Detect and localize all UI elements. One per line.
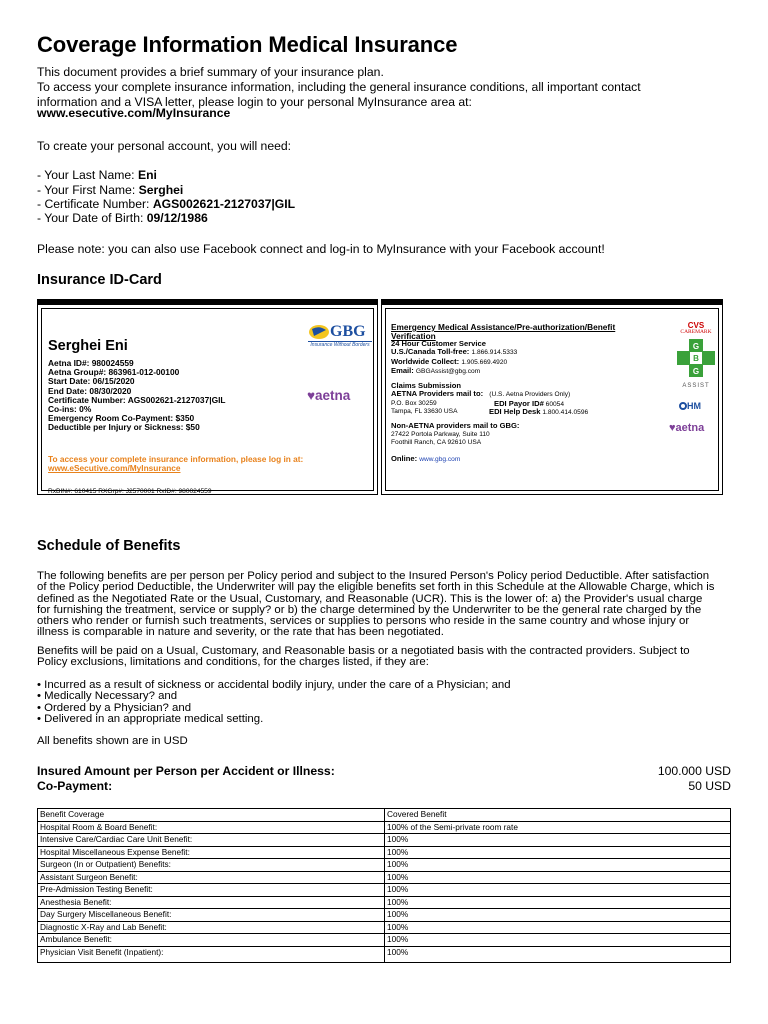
facebook-note: Please note: you can also use Facebook connect and log-in to MyInsurance with your Facebook account! — [37, 242, 605, 256]
table-row: Surgeon (In or Outpatient) Benefits: 100% — [38, 859, 731, 872]
gbg-assist-logo: G B G ASSIST — [676, 339, 716, 384]
card-line: Aetna ID#: 980024559 — [48, 358, 134, 368]
cvs-caremark-logo: CVS CAREMARK — [680, 321, 712, 335]
globe-icon — [308, 323, 330, 341]
medical-cross-icon — [676, 339, 716, 377]
gbg-logo: GBG Insurance Without Borders — [308, 323, 372, 349]
intro-line-2: To access your complete insurance information, including the general insurance conditions, all important contact — [37, 80, 641, 94]
currency-note: All benefits shown are in USD — [37, 735, 188, 747]
card-line: Emergency Room Co-Payment: $350 — [48, 413, 195, 424]
list-item: • Incurred as a result of sickness or accidental bodily injury, under the care of a Physician; and — [37, 679, 511, 691]
table-header: Covered Benefit — [385, 809, 731, 822]
insured-amount-label: Insured Amount per Person per Accident or Illness: — [37, 764, 335, 778]
schedule-heading: Schedule of Benefits — [37, 538, 181, 554]
card-line: Start Date: 06/15/2020 — [48, 376, 135, 387]
account-item-dob: - Your Date of Birth: 09/12/1986 — [37, 211, 208, 225]
card-holder-name: Serghei Eni — [48, 338, 128, 354]
table-row: Pre-Admission Testing Benefit: 100% — [38, 884, 731, 897]
aetna-logo: ♥aetna — [307, 388, 351, 403]
table-row: Ambulance Benefit: 100% — [38, 934, 731, 947]
list-item: • Medically Necessary? and — [37, 690, 178, 703]
copay-value: 50 USD — [688, 779, 731, 793]
benefits-table — [37, 808, 731, 963]
account-item-first-name: - Your First Name: Serghei — [37, 183, 184, 197]
list-item: • Delivered in an appropriate medical setting. — [37, 712, 264, 725]
table-row: Physician Visit Benefit (Inpatient): 100% — [38, 946, 731, 962]
schedule-paragraph-1: The following benefits are per person per Policy period and subject to the Insured Person's Policy period Deductible. After satisfaction of the Policy period Deductible, the Underwriter will pay the eligible benefits set forth in this Schedule at the Allowable Charge, which is defined as the Negotiated Rate or the Usual, Customary, and Reasonable (UCR). This is the lower of: a) the Provider's usual charge for furnishing the treatment, service or supply? or b) the charge determined by the Underwriter to be the general rate charged by the others who render or furnish such treatments, services or supplies to persons who reside in the same country and whose injury or illness is comparable in nature and severity, or the rate that has been negotiated. — [37, 570, 715, 639]
contact-block: 24 Hour Customer Service U.S./Canada Toll-free: 1.866.914.5333 Worldwide Collect: 1.905.669.4920 Email: GBGAssist@gbg.com Claims Submission AETNA Providers mail to: (U.S. Aetna Providers Only) P.O. Box 30259 EDI Payor ID# 60054 Tampa, FL 33630 USA EDI Help Desk 1.800.414.0596 Non-AETNA providers mail to GBG: 27422 Portola Parkway, Suite 110 Foothill Ranch, CA 92610 USA Online: www.gbg.com — [391, 339, 589, 464]
card-line: Co-ins: 0% — [48, 404, 92, 415]
schedule-bullets — [37, 680, 511, 725]
id-card-heading: Insurance ID-Card — [37, 272, 162, 288]
card-details — [48, 359, 226, 433]
account-lead: To create your personal account, you will need: — [37, 139, 292, 153]
svg-text:G: G — [692, 367, 700, 376]
table-row: Assistant Surgeon Benefit: 100% — [38, 871, 731, 884]
rx-info: RxBIN#: 610415 RXGrp#: J2570001 RxID#: 980024559 — [48, 488, 212, 495]
card-line: Deductible per Injury or Sickness: $50 — [48, 422, 200, 433]
svg-text:G: G — [692, 342, 700, 351]
table-row: Hospital Room & Board Benefit: 100% of the Semi-private room rate — [38, 821, 731, 834]
schedule-paragraph-2: Benefits will be paid on a Usual, Customary, and Reasonable basis or a negotiated basis with the contracted providers. Subject to Policy exclusions, limitations and conditions, for the charges listed, if they are: — [37, 645, 690, 669]
card-line: End Date: 08/30/2020 — [48, 385, 132, 396]
table-header-row — [38, 809, 731, 822]
table-row: Intensive Care/Cardiac Care Unit Benefit: 100% — [38, 834, 731, 847]
intro-line-1: This document provides a brief summary of your insurance plan. — [37, 65, 384, 79]
myinsurance-link[interactable]: www.esecutive.com/MyInsurance — [37, 106, 231, 120]
id-card-back — [381, 299, 723, 495]
table-header: Benefit Coverage — [38, 809, 385, 822]
aetna-logo-back: ♥aetna — [669, 422, 705, 434]
insured-amount-value: 100.000 USD — [657, 764, 731, 778]
table-row: Diagnostic X-Ray and Lab Benefit: 100% — [38, 921, 731, 934]
table-row: Anesthesia Benefit: 100% — [38, 896, 731, 909]
hm-logo: HM — [679, 401, 701, 411]
svg-text:B: B — [693, 354, 699, 363]
access-note: To access your complete insurance information, please log in at: www.eSecutive.com/MyInsurance — [48, 454, 304, 474]
account-item-certificate: - Certificate Number: AGS002621-2127037|GIL — [37, 197, 296, 211]
document-title: Coverage Information Medical Insurance — [37, 32, 458, 57]
hm-swirl-icon — [679, 402, 687, 410]
card-myinsurance-link[interactable]: www.eSecutive.com/MyInsurance — [48, 463, 181, 474]
gbg-website-link[interactable]: www.gbg.com — [419, 456, 461, 464]
table-row: Hospital Miscellaneous Expense Benefit: 100% — [38, 846, 731, 859]
list-item: • Ordered by a Physician? and — [37, 701, 192, 714]
card-line: Certificate Number: AGS002621-2127037|GIL — [48, 394, 226, 405]
table-row: Day Surgery Miscellaneous Benefit: 100% — [38, 909, 731, 922]
emergency-heading: Emergency Medical Assistance/Pre-authorization/Benefit Verification — [391, 322, 616, 341]
card-line: Aetna Group#: 863961-012-00100 — [48, 367, 180, 378]
intro-line-3: information and a VISA letter, please login to your personal MyInsurance area at: — [37, 95, 472, 109]
id-card-front — [37, 299, 378, 495]
account-item-last-name: - Your Last Name: Eni — [37, 168, 157, 182]
copay-label: Co-Payment: — [37, 779, 113, 793]
